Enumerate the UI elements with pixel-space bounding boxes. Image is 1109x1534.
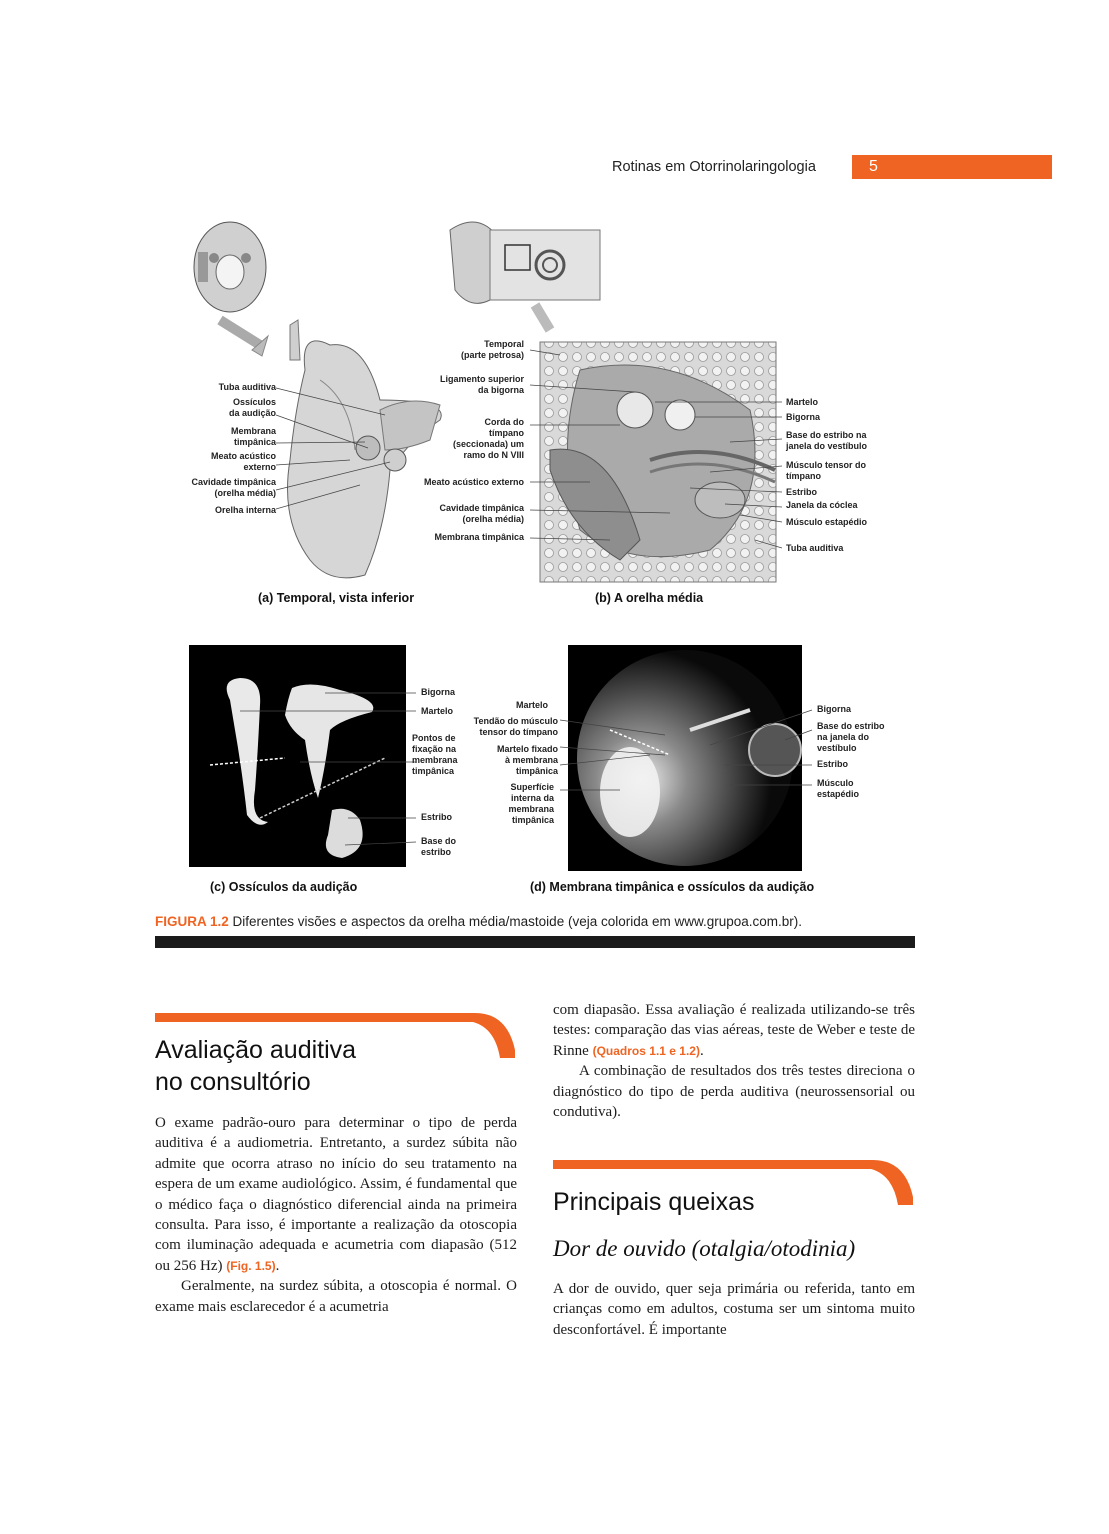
middle-ear-drawing: [540, 342, 776, 582]
table-reference: (Quadros 1.1 e 1.2): [592, 1043, 700, 1058]
label-c-bigorna: Bigorna: [421, 687, 456, 697]
label-d-estribo: Estribo: [817, 759, 849, 769]
label-a-tuba-auditiva: Tuba auditiva: [218, 382, 276, 392]
page-number-tab: [852, 155, 1052, 179]
label-d-superficie: Superfície interna da membrana timpânica: [508, 782, 554, 825]
label-d-base-estribo: Base do estribo na janela do vestíbulo: [817, 721, 885, 753]
label-b-martelo: Martelo: [786, 397, 819, 407]
ossicles-photo: [189, 645, 406, 867]
paragraph: A combinação de resultados dos três testes direciona o diagnóstico do tipo de perda auditiva (neurossensorial ou condutiva).: [553, 1063, 915, 1121]
section2-subtitle: Dor de ouvido (otalgia/otodinia): [553, 1236, 856, 1261]
figure-reference: (Fig. 1.5): [226, 1258, 276, 1273]
label-b-cavidade: Cavidade timpânica (orelha média): [439, 503, 524, 524]
caption-d: (d) Membrana timpânica e ossículos da audição: [530, 880, 815, 894]
paragraph-text: com diapasão. Essa avaliação é realizada utilizando-se três testes: comparação das vias aéreas, teste de Weber e teste de Rinne: [553, 1002, 915, 1059]
label-c-estribo: Estribo: [421, 812, 453, 822]
skull-thumbnail: [194, 222, 268, 356]
label-a-membrana: Membrana timpânica: [230, 426, 276, 447]
paragraph-text: O exame padrão-ouro para determinar o tipo de perda auditiva é a audiometria. Entretanto, a surdez súbita não admite que ocorra atraso no início do seu tratamento na espera de um exame audiológico. Assim, é fundamental que o médico faça o diagnóstico diferencial ainda na primeira consulta. Para isso, é importante a realização da otoscopia com iluminação adequada e acumetria com diapasão (512 ou 256 Hz): [155, 1115, 517, 1274]
figure-rule: [155, 936, 915, 948]
section2-title: Principais queixas: [553, 1188, 755, 1216]
label-b-estribo: Estribo: [786, 487, 818, 497]
eardrum-photo: [568, 645, 802, 871]
label-a-meato: Meato acústico externo: [210, 451, 276, 472]
label-b-bigorna: Bigorna: [786, 412, 821, 422]
figure-caption-text: Diferentes visões e aspectos da orelha média/mastoide (veja colorida em www.grupoa.com.br).: [228, 914, 803, 929]
caption-a: (a) Temporal, vista inferior: [258, 591, 415, 605]
label-c-martelo: Martelo: [421, 706, 454, 716]
label-b-temporal: Temporal (parte petrosa): [460, 339, 524, 360]
label-b-base-estribo: Base do estribo na janela do vestíbulo: [786, 430, 868, 451]
ear-thumbnail: [450, 222, 600, 330]
label-c-pontos: Pontos de fixação na membrana timpânica: [412, 733, 458, 776]
figure-caption: [155, 914, 802, 929]
paragraph: [155, 1113, 517, 1276]
column-left: [155, 1113, 517, 1317]
label-a-cavidade: Cavidade timpânica (orelha média): [191, 477, 276, 498]
paragraph-end: .: [699, 1042, 704, 1059]
column-right-lower: [553, 1279, 915, 1340]
label-d-martelo: Martelo: [515, 700, 548, 710]
label-b-tensor: Músculo tensor do tímpano: [786, 460, 867, 481]
paragraph: A dor de ouvido, quer seja primária ou referida, tanto em crianças como em adultos, costuma ser um sintoma muito desconfortável. É importante: [553, 1281, 915, 1338]
section-title-line1: Avaliação auditiva: [155, 1036, 357, 1064]
label-b-meato: Meato acústico externo: [423, 477, 524, 487]
label-d-tendao: Tendão do músculo tensor do tímpano: [473, 716, 558, 737]
running-title: Rotinas em Otorrinolaringologia: [612, 159, 816, 175]
label-c-base-estribo: Base do estribo: [421, 836, 457, 857]
section-title: [155, 1034, 356, 1098]
label-b-tuba: Tuba auditiva: [786, 543, 844, 553]
figure-id: FIGURA 1.2: [155, 914, 229, 929]
page-number: 5: [869, 158, 878, 175]
caption-c: (c) Ossículos da audição: [210, 880, 358, 894]
label-b-ligamento: Ligamento superior da bigorna: [439, 374, 524, 395]
label-b-membrana: Membrana timpânica: [434, 532, 524, 542]
label-d-bigorna: Bigorna: [817, 704, 852, 714]
label-d-estapedio: Músculo estapédio: [817, 778, 860, 799]
label-b-corda: Corda do tímpano (seccionada) um ramo do N VIII: [452, 417, 524, 460]
label-b-estapedio: Músculo estapédio: [786, 517, 868, 527]
section-title-line2: no consultório: [155, 1068, 311, 1096]
label-a-orelha-interna: Orelha interna: [214, 505, 276, 515]
label-b-janela-coclea: Janela da cóclea: [786, 500, 858, 510]
column-right: [553, 1000, 915, 1122]
label-d-martelo-fixado: Martelo fixado à membrana timpânica: [496, 744, 558, 776]
label-a-ossiculos: Ossículos da audição: [228, 397, 276, 418]
paragraph-end: .: [275, 1257, 280, 1274]
caption-b: (b) A orelha média: [595, 591, 704, 605]
paragraph: [553, 1000, 915, 1061]
paragraph: Geralmente, na surdez súbita, a otoscopia é normal. O exame mais esclarecedor é a acumetria: [155, 1278, 517, 1315]
